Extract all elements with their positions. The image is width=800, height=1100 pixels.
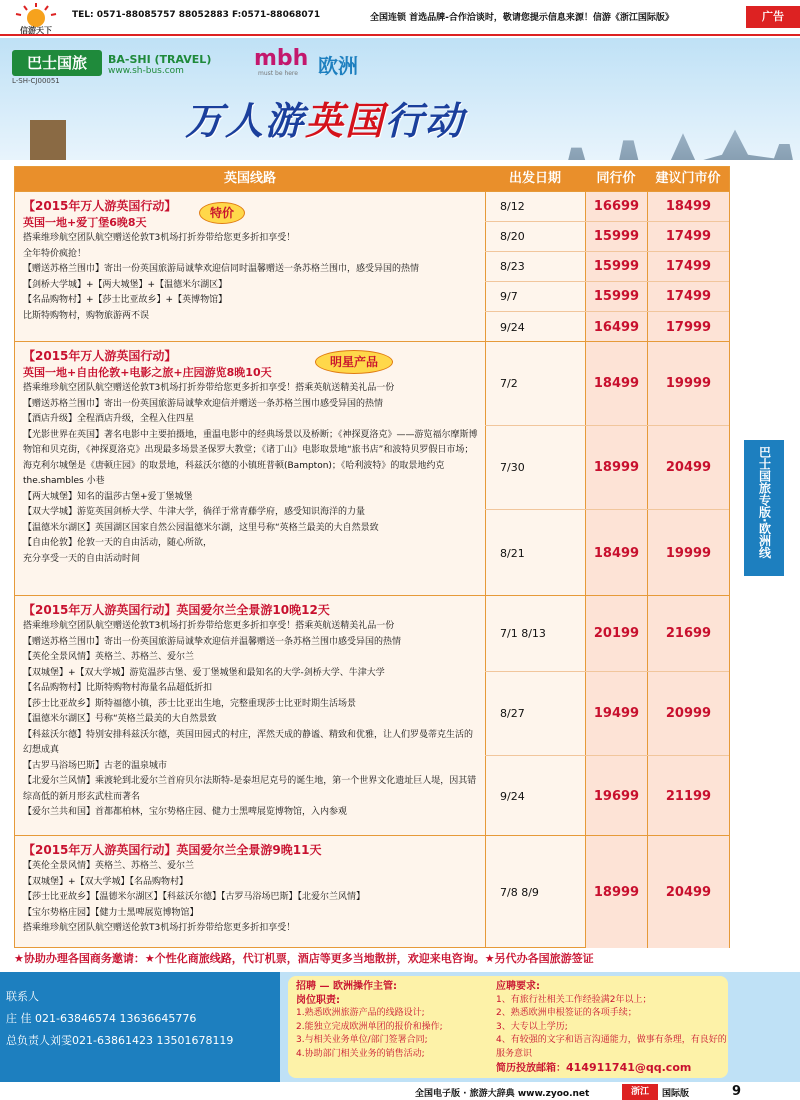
date-price-rows [485,836,729,947]
req-item: 2、熟悉欧洲申根签证的各项手续； [496,1008,637,1018]
star-product-badge: 明星产品 [315,350,393,374]
route-title: 【2015年万人游英国行动】 [23,199,177,213]
route-line: 搭乘维珍航空团队航空赠送伦敦T3机场打折券带给您更多折扣享受！ [23,923,296,933]
route-line: 【爱尔兰共和国】首都都柏林，宝尔势格庄园、健力士黑啤展览博物馆，入内参观 [23,807,348,817]
trade-price: 15999 [585,282,647,311]
route-line: 【温德米尔湖区】英国湖区国家自然公园温德米尔湖，这里号称“英格兰最美的大自然景致 [23,522,379,533]
route-line: 【双城堡】+【双大学城】【名品购物村】 [23,876,189,887]
bashi-logo: 巴士国旅 [12,50,102,76]
route-line: 搭乘维珍航空团队航空赠送伦敦T3机场打折券带给您更多折扣享受！搭乘英航送精美礼品一份 [23,621,395,631]
duties-column [296,980,496,1061]
route-line: 【温德米尔湖区】号称“英格兰最美的大自然景致 [23,714,217,724]
departure-date: 7/1 8/13 [485,596,585,671]
route-description [15,596,485,835]
date-row [485,756,729,836]
skyline-illustration [540,126,800,160]
route-line: 【英伦全景风情】英格兰、苏格兰、爱尔兰 [23,652,195,662]
route-line: 【双城堡】+【双大学城】游览温莎古堡、爱丁堡城堡和最知名的大学-剑桥大学、牛津大学 [23,667,385,678]
big-ben-illustration [30,120,66,160]
departure-date: 8/21 [485,510,585,596]
retail-price: 18499 [647,192,729,221]
date-row [485,596,729,672]
footer-text: 全国电子版 · 旅游大辞典 www.zyoo.net [415,1089,590,1099]
trade-price: 15999 [585,252,647,281]
contact-line-1: 庄 佳 021-63846574 13636645776 [6,1012,197,1025]
route-line: 【自由伦敦】伦敦一天的自由活动，随心所欲， [23,538,213,548]
top-bar [0,0,800,36]
route-price-table [14,166,730,948]
retail-price: 19999 [647,342,729,425]
route-line: 比斯特购物村，购物旅游两不误 [23,310,150,321]
route-group-1 [15,191,729,341]
route-line: 充分享受一天的自由活动时间 [23,553,141,564]
route-line: 【名品购物村】比斯特购物村海量名品超低折扣 [23,683,213,693]
date-price-rows [485,192,729,341]
route-line: 【双大学城】游览英国剑桥大学、牛津大学，徜徉于常青藤学府，感受知识海洋的力量 [23,507,366,517]
route-title: 【2015年万人游英国行动】英国爱尔兰全景游10晚12天 [23,603,330,617]
route-line: 【名品购物村】+【莎士比亚故乡】+【英博物馆】 [23,295,228,305]
bashi-url: www.sh-bus.com [108,66,184,76]
email-row [496,1061,728,1077]
duty-title: 岗位职责: [296,994,340,1006]
route-line: 【科兹沃尔德】特别安排科兹沃尔德，英国田园式的村庄，浑然天成的静谧、精致和优雅，让人们罗曼蒂克生活的幻想成真 [23,729,474,755]
special-price-badge: 特价 [199,202,245,224]
departure-date: 8/20 [485,222,585,251]
retail-price: 17499 [647,222,729,251]
departure-date: 9/24 [485,312,585,342]
header-retail: 建议门市价 [655,171,721,186]
departure-date: 9/7 [485,282,585,311]
retail-price: 21699 [647,596,729,671]
trade-price: 16699 [585,192,647,221]
retail-price: 20499 [647,426,729,509]
retail-price: 20499 [647,836,729,948]
route-group-4 [15,835,729,947]
duty-item: 3.与相关业务单位/部门签署合同; [296,1035,428,1045]
route-title: 【2015年万人游英国行动】英国爱尔兰全景游9晚11天 [23,843,322,857]
route-line: 【剑桥大学城】+【两大城堡】+【温德米尔湖区】 [23,279,228,290]
departure-date: 8/23 [485,252,585,281]
email-label: 简历投放邮箱： [496,1063,566,1074]
route-line: 【光影世界在英国】著名电影中主要拍摄地，重温电影中的经典场景以及桥断；《神探夏洛克》——游览福尔摩斯博物馆和贝克街，《神探夏洛克》出现最多场景圣保罗大教堂；《诸丁山》电影取景地“旅书店”和波特贝罗假日市场；海克利尔城堡是《唐顿庄园》的取景地，科兹沃尔德的小镇班普顿(Bampton)；《哈利波特》的取景地约克the.shambles 小巷 [23,429,478,486]
trade-price: 15999 [585,222,647,251]
route-line: 【莎士比亚故乡】斯特福德小镇，莎士比亚出生地，完整重现莎士比亚时期生活场景 [23,698,357,709]
footer-edition: 国际版 [662,1089,690,1099]
route-line: 【英伦全景风情】英格兰、苏格兰、爱尔兰 [23,861,195,871]
route-line: 【莎士比亚故乡】【温德米尔湖区】【科兹沃尔德】【古罗马浴场巴斯】【北爱尔兰风情】 [23,892,366,902]
retail-price: 17499 [647,252,729,281]
ad-tag: 广告 [746,6,800,28]
date-row [485,282,729,312]
duty-item: 2.能独立完成欧洲单团的报价和操作; [296,1021,443,1032]
contact-line-2: 总负责人刘雯021-63861423 13501678119 [6,1034,234,1047]
route-description [15,836,485,947]
route-line: 【赠送苏格兰围巾】寄出一份英国旅游局诚挚欢迎信并温馨赠送一条苏格兰围巾感受异国的热情 [23,636,402,647]
trade-price: 18999 [585,426,647,509]
route-line: 【赠送苏格兰围巾】寄出一份英国旅游局诚挚欢迎信同时温馨赠送一条苏格兰围巾，感受异国的热情 [23,264,420,274]
req-title: 应聘要求: [496,981,540,992]
ad-note: 全国连锁 首选品牌-合作洽谈时，敬请您提示信息来源！信游《浙江国际版》 [370,13,674,23]
departure-date: 7/8 8/9 [485,836,585,948]
route-title: 【2015年万人游英国行动】 [23,349,177,363]
campaign-title: 万人游英国行动 [185,99,466,143]
date-price-rows [485,342,729,595]
duty-item: 1.熟悉欧洲旅游产品的线路设计; [296,1008,425,1018]
footer-zone: 浙江 [622,1084,658,1100]
route-line: 【两大城堡】知名的温莎古堡+爱丁堡城堡 [23,491,193,502]
header-route: 英国线路 [223,171,276,186]
route-description [15,342,485,595]
recruitment-box [288,976,728,1078]
retail-price: 17499 [647,282,729,311]
mbh-tagline: must be here [258,70,298,77]
departure-date: 9/24 [485,756,585,836]
email-link[interactable]: 414911741@qq.com [566,1061,692,1074]
bashi-english-name: BA-SHI (TRAVEL) [108,53,212,66]
contact-panel [0,972,280,1082]
page-footer [0,1084,800,1100]
date-row [485,312,729,342]
side-section-label: 巴士国旅专版·欧洲线 [744,440,784,576]
recruit-heading: 招聘 — 欧洲操作主管: [296,981,397,992]
duty-item: 4.协助部门相关业务的销售活动; [296,1048,425,1059]
date-row [485,342,729,426]
requirements-column [496,980,728,1077]
date-row [485,836,729,948]
route-line: 【酒店升级】全程酒店升级，全程入住四星 [23,414,195,424]
trade-price: 16499 [585,312,647,342]
table-header [15,167,729,191]
date-price-rows [485,596,729,835]
departure-date: 8/27 [485,672,585,755]
trade-price: 18999 [585,836,647,948]
trade-price: 18499 [585,342,647,425]
date-row [485,222,729,252]
date-row [485,252,729,282]
trade-price: 19499 [585,672,647,755]
region-label: 欧洲 [318,54,358,78]
route-subtitle: 英国一地+自由伦敦+电影之旅+庄园游览8晚10天 [23,366,272,379]
trade-price: 20199 [585,596,647,671]
req-item: 1、有旅行社相关工作经验满2年以上； [496,994,652,1005]
route-group-3 [15,595,729,835]
route-group-2 [15,341,729,595]
req-item: 3、大专以上学历; [496,1021,568,1032]
route-subtitle: 英国一地+爱丁堡6晚8天 [23,216,147,229]
retail-price: 20999 [647,672,729,755]
departure-date: 7/2 [485,342,585,425]
route-line: 搭乘维珍航空团队航空赠送伦敦T3机场打折券带给您更多折扣享受！ [23,233,296,243]
xinyou-logo [4,2,68,34]
route-line: 搭乘维珍航空团队航空赠送伦敦T3机场打折券带给您更多折扣享受！搭乘英航送精美礼品一份 [23,383,395,393]
page-number: 9 [732,1084,742,1099]
date-row [485,426,729,510]
contact-title: 联系人 [6,990,39,1003]
route-line: 【古罗马浴场巴斯】古老的温泉城市 [23,760,168,771]
date-row [485,192,729,222]
header-price: 同行价 [596,171,636,186]
departure-date: 7/30 [485,426,585,509]
route-line: 【赠送苏格兰围巾】寄出一份英国旅游局诚挚欢迎信并赠送一条苏格兰围巾感受异国的热情 [23,398,384,409]
trade-price: 19699 [585,756,647,836]
retail-price: 19999 [647,510,729,596]
date-row [485,510,729,596]
trade-price: 18499 [585,510,647,596]
mbh-logo: mbh [254,46,309,71]
service-notice: ★协助办理各国商务邀请：★个性化商旅线路，代订机票，酒店等更多当地散拼，欢迎来电咨询。★另代办各国旅游签证 [14,952,594,965]
route-line: 【宝尔势格庄园】【健力士黑啤展览博物馆】 [23,907,199,918]
retail-price: 21199 [647,756,729,836]
departure-date: 8/12 [485,192,585,221]
header-date: 出发日期 [508,171,561,186]
logo-text: 信游天下 [20,26,52,34]
route-line: 全年特价疯抢！ [23,248,87,259]
req-item: 4、有较强的文字和语言沟通能力，做事有条理，有良好的服务意识 [496,1035,727,1059]
route-line: 【北爱尔兰风情】乘渡轮到北爱尔兰首府贝尔法斯特-是泰坦尼克号的诞生地，第一个世界文化遗址巨人堤，因其错综高低的新月形玄武柱而著名 [23,776,477,802]
telephone-line: TEL: 0571-88085757 88052883 F:0571-88068071 [72,10,321,20]
retail-price: 17999 [647,312,729,342]
date-row [485,672,729,756]
bashi-license-code: L-SH-CJ00051 [12,77,60,85]
route-description [15,192,485,341]
recruitment-panel [280,972,800,1082]
